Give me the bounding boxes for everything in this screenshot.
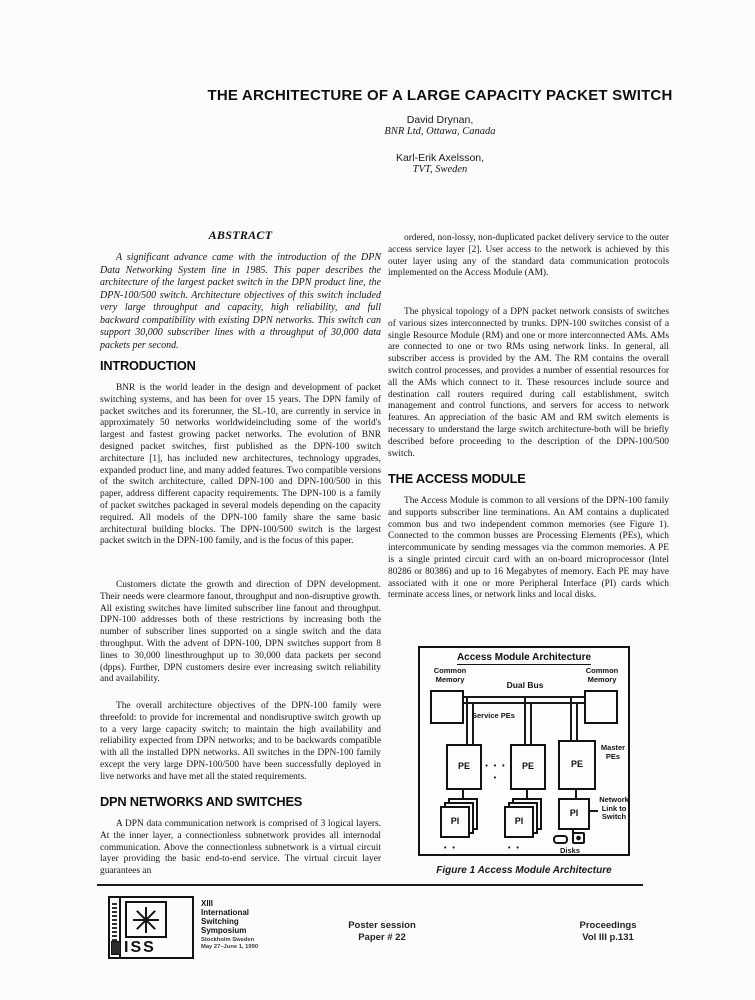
author-affiliation: BNR Ltd, Ottawa, Canada <box>384 126 496 137</box>
pe-ellipsis-dots: • • • • <box>485 763 507 782</box>
pi-card: PI <box>504 806 534 838</box>
paragraph: The Access Module is common to all versions of the DPN-100 family and supports subscriber line terminations. An AM contains a duplicated common bus and two independent common memories (see Figure 1). Connected to the common busses are Processing Elements (PEs), which intercommunicate by sending messages via the common memories. A PE is a single printed circuit card with an on-board microprocessor (Intel 80286 or 80386) and up to 16 Megabytes of memory. Each PE may have associated with it one or more Peripheral Interface (PI) cards which terminate access lines, or network links and local disks. <box>388 496 669 601</box>
pe-box: PE <box>510 744 546 790</box>
network-link-line <box>590 810 598 812</box>
connector-line <box>524 696 526 746</box>
dpn-networks-heading: DPN NETWORKS AND SWITCHES <box>100 794 303 809</box>
paragraph: The physical topology of a DPN packet network consists of switches of various sizes interconnected by trunks. DPN-100 switches consist of a single Resource Module (RM) and one or more interconnected AMs. AMs are connected to one or two RMs using network links. In general, all subscriber access is provided by the AM. The RM contains the overall switch control processes, and provides a number of essential resources for all the AMs which connect to it. These resources include source and destination call routers required during call establishment, switch management and control functions, and servers for access to network features. An appreciation of the basic AM and RM switch elements is necessary to understand the large switch architecture-both will be briefly described before proceeding to the description of the DPN-100/500 switch. <box>388 307 669 459</box>
paragraph: ordered, non-lossy, non-duplicated packet delivery service to the outer access service layer [2]. User access to the network is achieved by this outer layer using any of the standard data communication protocols implemented on the Access Module (AM). <box>388 233 669 279</box>
connector-line <box>570 696 572 742</box>
paragraph: BNR is the world leader in the design and development of packet switching systems, and has been for over 15 years. The DPN family of packet switches and its forerunner, the SL-10, are currently in service in approximately 50 networks worldwideincluding some of the world's largest and fastest growing packet networks. The evolution of BNR designed packet switches, first published as the DPN-100 switch architecture [1], has included new architectures, technology upgrades, expanded product line, and many added features. Two compatible versions of the switch architecture, called DPN-100 and DPN-100/500 in this paper, address different capacity requirements. The DPN-100 is a family of packet switches packaged in several models depending on the capacity required. All models of the DPN-100 family share the same basic architectural building blocks. The DPN-100/500 switch is the largest packet switch in the DPN-100 family, and is the focus of this paper. <box>100 383 381 547</box>
abstract-text: A significant advance came with the introduction of the DPN Data Networking System line in 1985. This paper describes the architecture of the largest packet switch in the DPN product line, the DPN-100/500 switch. Architecture objectives of this switch included very large throughput and capacity, high reliability, and full backward compatibility with existing DPN networks. This switch can support 30,000 subscriber lines with a throughput of 30,000 data packets per second. <box>100 252 381 351</box>
common-memory-box-right <box>584 690 618 724</box>
figure-caption: Figure 1 Access Module Architecture <box>436 865 612 876</box>
conference-location: Stockholm Sweden <box>201 937 255 943</box>
service-pes-label: Service PEs <box>472 711 515 720</box>
volume-page: Vol III p.131 <box>582 932 634 943</box>
author-name: David Drynan, <box>406 114 474 126</box>
conference-date: May 27–June 1, 1990 <box>201 943 259 950</box>
pe-box: PE <box>558 740 596 790</box>
network-link-label: Network Link to Switch <box>599 795 629 822</box>
common-memory-label-left: Common Memory <box>433 666 467 684</box>
figure-diagram <box>418 646 630 856</box>
disks-label: Disks <box>559 846 580 855</box>
conference-line: Switching <box>201 917 239 926</box>
introduction-heading: INTRODUCTION <box>100 358 196 373</box>
conference-location-date <box>201 937 258 950</box>
figure-1 <box>418 646 630 877</box>
dual-bus-label: Dual Bus <box>506 680 544 690</box>
pi-ellipsis-dots: • • <box>444 845 457 852</box>
conference-line: International <box>201 908 250 917</box>
conference-line: XIII <box>201 899 214 908</box>
paragraph: A DPN data communication network is comprised of 3 logical layers. At the inner layer, a connectionless subnetwork provides all internodal communication. Above the connectionless subnetwork is a virtual circuit layer providing the basic end-to-end service. The virtual circuit layer guarantees an <box>100 819 381 877</box>
common-memory-label-right: Common Memory <box>585 666 619 684</box>
pi-card: PI <box>440 806 470 838</box>
conference-name <box>201 899 249 935</box>
pi-ellipsis-dots: • • <box>508 845 521 852</box>
iss-logo-text: ISS <box>124 939 156 956</box>
session-info <box>334 920 430 944</box>
proceedings-info <box>556 920 660 944</box>
footer-divider <box>97 884 643 886</box>
author-name: Karl-Erik Axelsson, <box>395 152 485 164</box>
paper-number: Paper # 22 <box>358 932 406 943</box>
common-memory-box-left <box>430 690 464 724</box>
author-affiliation: TVT, Sweden <box>412 164 468 175</box>
disk-icon <box>553 835 568 844</box>
connector-line <box>466 696 468 746</box>
abstract-heading: ABSTRACT <box>208 228 273 242</box>
paragraph: The overall architecture objectives of the DPN-100 family were threefold: to provide for incremental and nondisruptive switch growth up to a very large capacity switch; to maintain the high availability and reliability expected from DPN networks; and to be backwards compatible with all the installed DPN networks. All switches in the DPN-100 family except the very large DPN-100/500 have been successfully deployed in live networks and have met all the stated requirements. <box>100 701 381 782</box>
right-column <box>388 231 669 883</box>
proceedings-line: Proceedings <box>579 920 637 931</box>
page-title: THE ARCHITECTURE OF A LARGE CAPACITY PACKET SWITCH <box>207 87 673 104</box>
master-pes-label: Master PEs <box>600 743 626 761</box>
author-block <box>175 114 705 190</box>
connector-line <box>472 702 474 746</box>
left-column <box>100 230 381 882</box>
pi-card-stack <box>440 798 482 840</box>
pi-card-stack <box>504 798 546 840</box>
disk-icon <box>572 832 585 844</box>
pe-box: PE <box>446 744 482 790</box>
connector-line <box>576 702 578 742</box>
pi-box: PI <box>558 798 590 830</box>
connector-line <box>530 702 532 746</box>
session-line: Poster session <box>348 920 416 931</box>
paragraph: Customers dictate the growth and direction of DPN development. Their needs were clearmore fanout, throughput and non-disruptive growth. All existing switches have limited subscriber line fanout and throughput. DPN-100 addresses both of these restrictions by increasing both the number of subscriber lines supported on a single switch and the data throughput. With the advent of DPN-100, DPN switches support from 8 lines to 30,000 linesthroughput up to 30,000 data packets per second (dpps). Further, DPN customers desire ever increasing switch reliability and availability. <box>100 580 381 685</box>
iss-conference-logo <box>108 896 194 959</box>
conference-line: Symposium <box>201 926 247 935</box>
logo-mark <box>111 941 121 955</box>
access-module-heading: THE ACCESS MODULE <box>388 471 526 486</box>
snowflake-icon <box>125 901 167 938</box>
figure-title: Access Module Architecture <box>456 652 592 663</box>
